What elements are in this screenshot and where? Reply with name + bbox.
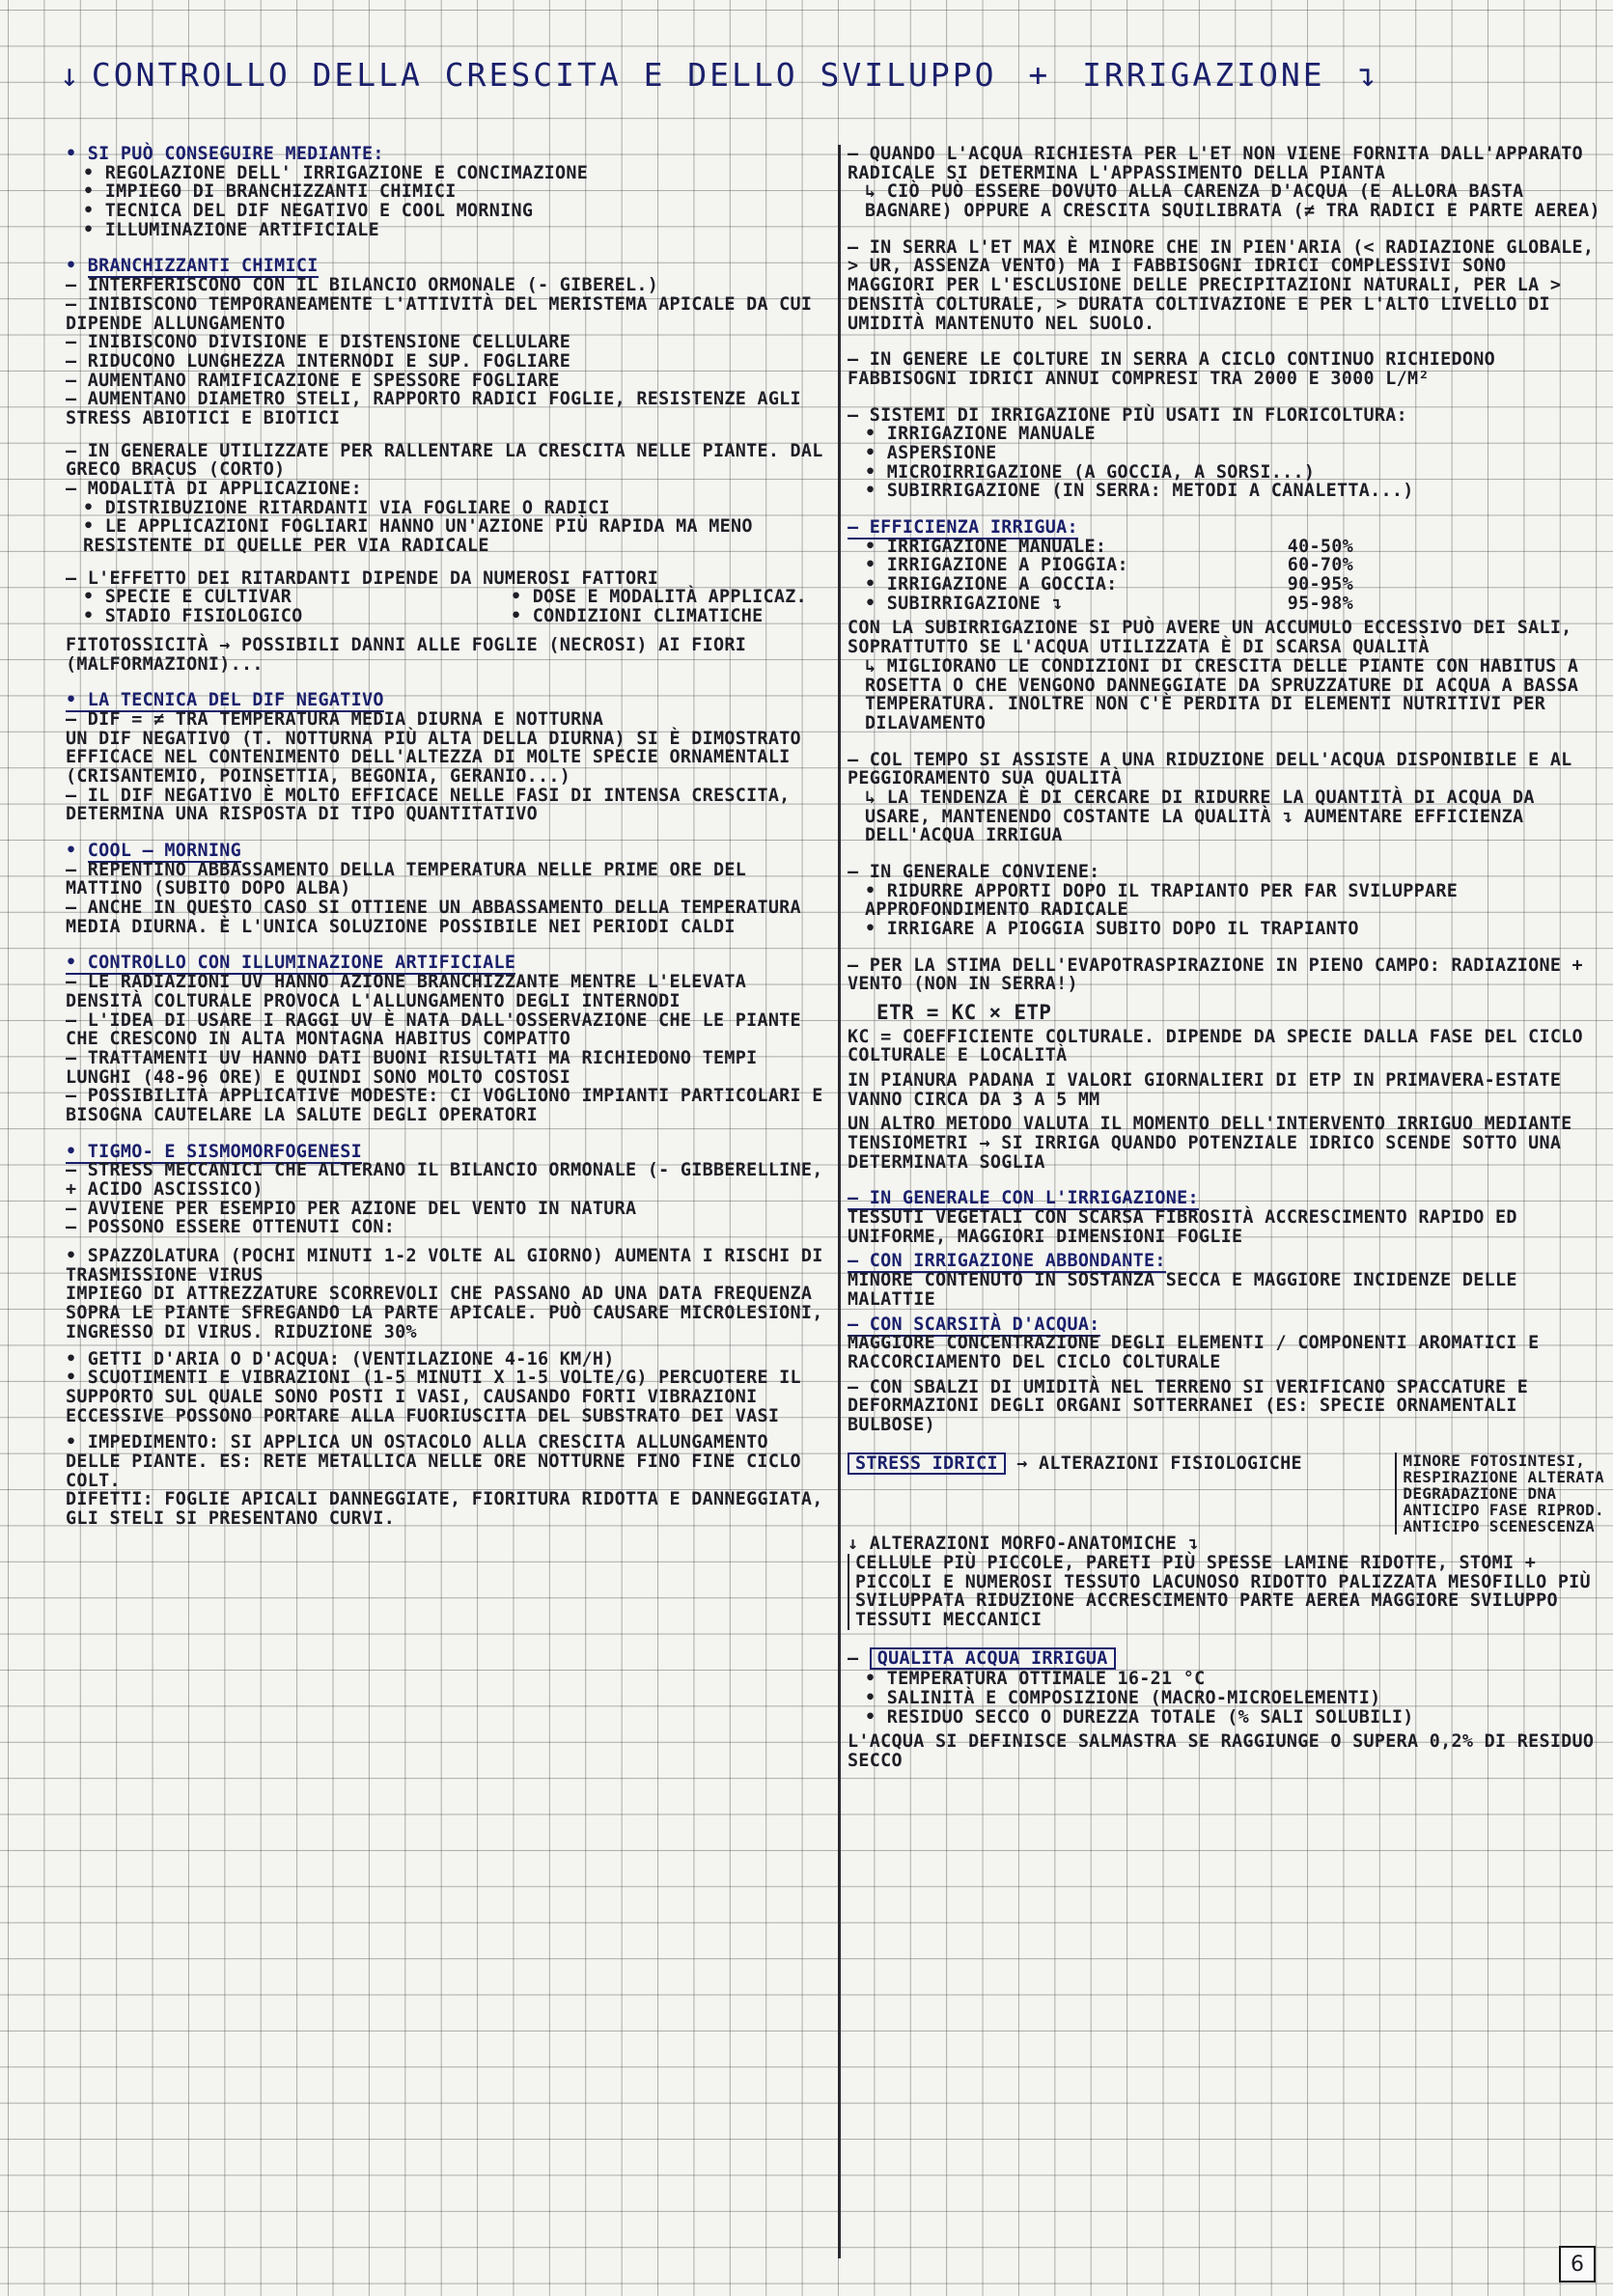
modes-item: • LE APPLICAZIONI FOGLIARI HANNO UN'AZIONE PIÙ RAPIDA MA MENO RESISTENTE DI QUELLE PER VIA RADICALE [83,516,765,557]
light-heading: • CONTROLLO CON ILLUMINAZIONE ARTIFICIALE [66,953,516,974]
stress-list-item: ANTICIPO SCENESCENZA [1403,1517,1596,1536]
page-title [50,56,1556,94]
branchizzanti-section [66,256,835,675]
branchizzanti-item: – INIBISCONO DIVISIONE E DISTENSIONE CELLULARE [66,332,571,353]
tigmo-item: – POSSONO ESSERE OTTENUTI CON: [66,1217,396,1238]
water-quality-item: • RESIDUO SECCO O DUREZZA TOTALE (% SALI SOLUBILI) [865,1706,1414,1728]
advice-section [848,863,1604,939]
intro-item: • IMPIEGO DI BRANCHIZZANTI CHIMICI [83,181,457,203]
efficiency-heading: – EFFICIENZA IRRIGUA: [848,517,1078,538]
effect-text: MINORE CONTENUTO IN SOSTANZA SECCA E MAGGIORE INCIDENZE DELLE MALATTIE [848,1270,1529,1310]
light-section [66,953,835,1125]
water-quality-item: • SALINITÀ E COMPOSIZIONE (MACRO-MICROELEMENTI) [865,1688,1381,1709]
morfo-heading: ↓ ALTERAZIONI MORFO-ANATOMICHE ↴ [848,1534,1199,1555]
system-item: • ASPERSIONE [865,442,997,463]
system-item: • IRRIGAZIONE MANUALE [865,424,1096,445]
intro-section [66,145,826,239]
right-column [848,145,1604,1788]
effect-text: – L'EFFETTO DEI RITARDANTI DIPENDE DA NUMEROSI FATTORI [66,567,659,589]
arrow-down-right-icon: ↴ [1356,56,1379,94]
stress-list-item: RESPIRAZIONE ALTERATA [1403,1467,1604,1486]
greenhouse-et-text: – IN SERRA L'ET MAX È MINORE CHE IN PIEN'ARIA (< RADIAZIONE GLOBALE, > UR, ASSENZA VENTO) MA I FABBISOGNI IDRICI COMPLESSIVI SONO MAGGIORI PER L'ESCLUSIONE DELLE PRECIPITAZIONI NATURALI, PER LA > DENSITÀ COLTURALE, > DURATA COLTIVAZIONE E PER L'ALTO LIVELLO DI UMIDITÀ MANTENUTO NEL SUOLO. [848,236,1605,334]
trend-detail: ↳ LA TENDENZA È DI CERCARE DI RIDURRE LA QUANTITÀ DI ACQUA DA USARE, MANTENENDO COSTANTE LA QUALITÀ ↴ AUMENTARE EFFICIENZA DELL'ACQUA IRRIGUA [865,787,1546,846]
scuotimenti-text: • SCUOTIMENTI E VIBRAZIONI (1-5 MINUTI X 1-5 VOLTE/G) PERCUOTERE IL SUPPORTO SUL QUALE SONO POSTI I VASI, CAUSANDO FORTI VIBRAZIONI ECCESSIVE POSSONO PORTARE ALLA FUORIUSCITA DEL SUBSTRATO DEI VASI [66,1368,813,1426]
modes-heading: – MODALITÀ DI APPLICAZIONE: [66,479,363,499]
systems-heading: – SISTEMI DI IRRIGAZIONE PIÙ USATI IN FLORICOLTURA: [848,404,1407,426]
stress-list-item: DEGRADAZIONE DNA [1403,1483,1557,1503]
branchizzanti-general: – IN GENERALE UTILIZZATE PER RALLENTARE LA CRESCITA NELLE PIANTE. DAL GRECO BRACUS (CORTO) [66,440,835,481]
intro-item: • ILLUMINAZIONE ARTIFICIALE [83,219,380,240]
impedimento-text: • IMPEDIMENTO: SI APPLICA UN OSTACOLO ALLA CRESCITA ALLUNGAMENTO DELLE PIANTE. ES: RETE METALLICA NELLE ORE NOTTURNE FINO FINE CICLO COLT. [66,1432,813,1491]
subirrigation-note: CON LA SUBIRRIGAZIONE SI PUÒ AVERE UN ACCUMULO ECCESSIVO DEI SALI, SOPRATTUTTO SE L'ACQUA UTILIZZATA È DI SCARSA QUALITÀ [848,618,1583,658]
system-item: • SUBIRRIGAZIONE (IN SERRA: METODI A CANALETTA...) [865,481,1414,502]
wilting-text: – QUANDO L'ACQUA RICHIESTA PER L'ET NON VIENE FORNITA DALL'APPARATO RADICALE SI DETERMINA L'APPASSIMENTO DELLA PIANTA [848,144,1595,183]
water-quality-section: – QUALITÀ ACQUA IRRIGUA • TEMPERATURA OTTIMALE 16-21 °C • SALINITÀ E COMPOSIZIONE (MACRO-MICROELEMENTI) • RESIDUO SECCO O DUREZZA TOTALE (% SALI SOLUBILI) L'ACQUA SI DEFINISCE SALMASTRA SE RAGGIUNGE O SUPERA 0,2% DI RESIDUO SECCO [848,1647,1605,1772]
stress-section [848,1452,1604,1630]
water-quality-trend-section [848,751,1604,845]
trend-text: – COL TEMPO SI ASSISTE A UNA RIDUZIONE DELL'ACQUA DISPONIBILE E AL PEGGIORAMENTO SUA QUALITÀ [848,749,1583,789]
humidity-text: – CON SBALZI DI UMIDITÀ NEL TERRENO SI VERIFICANO SPACCATURE E DEFORMAZIONI DEGLI ORGANI SOTTERRANEI (ES: SPECIE ORNAMENTALI BULBOSE) [848,1376,1540,1435]
efficiency-section [848,518,1604,733]
wilting-section [848,145,1604,221]
evapotranspiration-section [848,956,1604,1173]
et-formula: ETR = KC × ETP [876,1001,1052,1025]
tigmo-heading: • TIGMO- E SISMOMORFOGENESI [66,1141,363,1162]
stress-list-item: ANTICIPO FASE RIPROD. [1403,1500,1604,1519]
water-needs-section [848,350,1604,388]
efficiency-row: • IRRIGAZIONE A PIOGGIA: 60-70% [865,555,1353,576]
difetti-text: DIFETTI: FOGLIE APICALI DANNEGGIATE, FIORITURA RIDOTTA E DANNEGGIATA, GLI STELI SI PRESENTANO CURVI. [66,1489,835,1529]
efficiency-row: • SUBIRRIGAZIONE ↴ 95-98% [865,593,1353,614]
dif-heading: • LA TECNICA DEL DIF NEGATIVO [66,690,384,711]
advice-item: • IRRIGARE A PIOGGIA SUBITO DOPO IL TRAPIANTO [865,919,1359,940]
title-topic: IRRIGAZIONE [1082,56,1325,94]
dif-section [66,691,826,824]
tigmo-item: – AVVIENE PER ESEMPIO PER AZIONE DEL VENTO IN NATURA [66,1198,637,1219]
factor-item: • CONDIZIONI CLIMATICHE [510,606,764,627]
et-text: – PER LA STIMA DELL'EVAPOTRASPIRAZIONE IN PIENO CAMPO: RADIAZIONE + VENTO (NON IN SERRA!) [848,954,1595,995]
branchizzanti-item: – INIBISCONO TEMPORANEAMENTE L'ATTIVITÀ DEL MERISTEMA APICALE DA CUI DIPENDE ALLUNGAMENTO [66,293,823,334]
branchizzanti-heading: • BRANCHIZZANTI CHIMICI [66,256,319,277]
light-item: – LE RADIAZIONI UV HANNO AZIONE BRANCHIZZANTE MENTRE L'ELEVATA DENSITÀ COLTURALE PROVOCA L'ALLUNGAMENTO DEGLI INTERNODI [66,972,758,1011]
intro-item: • TECNICA DEL DIF NEGATIVO E COOL MORNING [83,201,534,222]
effects-section [848,1189,1604,1434]
light-item: – L'IDEA DI USARE I RAGGI UV È NATA DALL'OSSERVAZIONE CHE LE PIANTE CHE CRESCONO IN ALTA MONTAGNA HABITUS COMPATTO [66,1010,813,1050]
stress-list [1395,1452,1604,1535]
light-item: – POSSIBILITÀ APPLICATIVE MODESTE: CI VOGLIONO IMPIANTI PARTICOLARI E BISOGNA CAUTELARE LA SALUTE DEGLI OPERATORI [66,1086,835,1125]
page-number: 6 [1559,2246,1596,2282]
dif-item: – DIF = ≠ TRA TEMPERATURA MEDIA DIURNA E NOTTURNA [66,708,604,730]
light-item: – TRATTAMENTI UV HANNO DATI BUONI RISULTATI MA RICHIEDONO TEMPI LUNGHI (48-96 ORE) E QUINDI SONO MOLTO COSTOSI [66,1047,768,1088]
systems-section [848,406,1604,501]
brackish-water-text: L'ACQUA SI DEFINISCE SALMASTRA SE RAGGIUNGE O SUPERA 0,2% DI RESIDUO SECCO [848,1731,1605,1772]
water-needs-text: – IN GENERE LE COLTURE IN SERRA A CICLO CONTINUO RICHIEDONO FABBISOGNI IDRICI ANNUI COMPRESI TRA 2000 E 3000 L/M² [848,349,1507,389]
getti-text: • GETTI D'ARIA O D'ACQUA: (VENTILAZIONE 4-16 KM/H) [66,1348,615,1369]
water-quality-item: • TEMPERATURA OTTIMALE 16-21 °C [865,1669,1206,1690]
arrow-down-left-icon: ↓ [60,56,82,94]
left-column [66,144,835,1546]
stress-list-item: MINORE FOTOSINTESI, [1403,1451,1586,1470]
greenhouse-et-section [848,238,1604,333]
cool-morning-heading: • COOL – MORNING [66,841,241,861]
etp-text: IN PIANURA PADANA I VALORI GIORNALIERI DI ETP IN PRIMAVERA-ESTATE VANNO CIRCA DA 3 A 5 MM [848,1069,1572,1110]
stress-box: STRESS IDRICI [848,1452,1006,1476]
advice-item: • RIDURRE APPORTI DOPO IL TRAPIANTO PER FAR SVILUPPARE APPROFONDIMENTO RADICALE [865,880,1469,921]
factor-item: • STADIO FISIOLOGICO [83,606,303,627]
water-quality-heading: QUALITÀ ACQUA IRRIGUA [870,1647,1116,1671]
effect-text: MAGGIORE CONCENTRAZIONE DEGLI ELEMENTI / COMPONENTI AROMATICI E RACCORCIAMENTO DEL CICLO COLTURALE [848,1333,1550,1372]
effect-text: TESSUTI VEGETALI CON SCARSA FIBROSITÀ ACCRESCIMENTO RAPIDO ED UNIFORME, MAGGIORI DIMENSIONI FOGLIE [848,1207,1529,1247]
kc-text: KC = COEFFICIENTE COLTURALE. DIPENDE DA SPECIE DALLA FASE DEL CICLO COLTURALE E LOCALITÀ [848,1026,1595,1066]
wilting-cause: ↳ CIÒ PUÒ ESSERE DOVUTO ALLA CARENZA D'ACQUA (E ALLORA BASTA BAGNARE) OPPURE A CRESCITA SQUILIBRATA (≠ TRA RADICI E PARTE AEREA) [865,181,1600,222]
tigmo-section [66,1141,835,1529]
cool-morning-item: – ANCHE IN QUESTO CASO SI OTTIENE UN ABBASSAMENTO DELLA TEMPERATURA MEDIA DIURNA. È L'UNICA SOLUZIONE POSSIBILE NEI PERIODI CALDI [66,898,813,937]
spazzolatura-text: • SPAZZOLATURA (POCHI MINUTI 1-2 VOLTE AL GIORNO) AUMENTA I RISCHI DI TRASMISSIONE VIRUS [66,1246,835,1286]
branchizzanti-item: – INTERFERISCONO CON IL BILANCIO ORMONALE (- GIBEREL.) [66,275,659,296]
effect-heading: – CON IRRIGAZIONE ABBONDANTE: [848,1251,1166,1272]
morfo-text: CELLULE PIÙ PICCOLE, PARETI PIÙ SPESSE LAMINE RIDOTTE, STOMI + PICCOLI E NUMEROSI TESSUTO LACUNOSO RIDOTTO PALIZZATA MESOFILLO PIÙ SVILUPPATA RIDUZIONE ACCRESCIMENTO PARTE AEREA MAGGIORE SVILUPPO TESSUTI MECCANICI [848,1554,1604,1630]
efficiency-row: • IRRIGAZIONE MANUALE: 40-50% [865,536,1353,557]
effect-heading: – CON SCARSITÀ D'ACQUA: [848,1314,1100,1335]
cool-morning-item: – REPENTINO ABBASSAMENTO DELLA TEMPERATURA NELLE PRIME ORE DEL MATTINO (SUBITO DOPO ALBA) [66,859,758,899]
branchizzanti-item: – RIDUCONO LUNGHEZZA INTERNODI E SUP. FOGLIARE [66,350,571,372]
factor-item: • SPECIE E CULTIVAR [83,587,292,608]
title-main: CONTROLLO DELLA CRESCITA E DELLO SVILUPPO [91,56,997,94]
intro-item: • REGOLAZIONE DELL' IRRIGAZIONE E CONCIMAZIONE [83,162,589,183]
branchizzanti-item: – AUMENTANO RAMIFICAZIONE E SPESSORE FOGLIARE [66,370,560,391]
modes-item: • DISTRIBUZIONE RITARDANTI VIA FOGLIARE O RADICI [83,497,610,518]
cool-morning-section [66,842,826,936]
subirrigation-benefit: ↳ MIGLIORANO LE CONDIZIONI DI CRESCITA DELLE PIANTE CON HABITUS A ROSETTA O CHE VENGONO DANNEGGIATE DA SPRUZZATURE DI ACQUA A BASSA TEMPERATURA. INOLTRE NON C'È PERDITA DI ELEMENTI NUTRITIVI PER DILAVAMENTO [865,655,1590,733]
effect-heading: – IN GENERALE CON L'IRRIGAZIONE: [848,1188,1199,1209]
branchizzanti-item: – AUMENTANO DIAMETRO STELI, RAPPORTO RADICI FOGLIE, RESISTENZE AGLI STRESS ABIOTICI E BIOTICI [66,389,813,429]
factor-item: • DOSE E MODALITÀ APPLICAZ. [510,587,807,608]
efficiency-row: • IRRIGAZIONE A GOCCIA: 90-95% [865,574,1353,595]
column-divider [838,145,841,2258]
fitotossicita-text: FITOTOSSICITÀ → POSSIBILI DANNI ALLE FOGLIE (NECROSI) AI FIORI (MALFORMAZIONI)... [66,634,758,675]
dif-item: – IL DIF NEGATIVO È MOLTO EFFICACE NELLE FASI DI INTENSA CRESCITA, DETERMINA UNA RISPOSTA DI TIPO QUANTITATIVO [66,785,801,825]
factors-grid [66,588,826,625]
dif-item: UN DIF NEGATIVO (T. NOTTURNA PIÙ ALTA DELLA DIURNA) SI È DIMOSTRATO EFFICACE NEL CONTENIMENTO DELL'ALTEZZA DI MOLTE SPECIE ORNAMENTALI (CRISANTEMIO, POINSETTIA, BEGONIA, GERANIO...) [66,728,813,787]
tensiometer-text: UN ALTRO METODO VALUTA IL MOMENTO DELL'INTERVENTO IRRIGUO MEDIANTE TENSIOMETRI → SI IRRIGA QUANDO POTENZIALE IDRICO SCENDE SOTTO UNA DETERMINATA SOGLIA [848,1114,1583,1173]
system-item: • MICROIRRIGAZIONE (A GOCCIA, A SORSI...) [865,461,1316,483]
tigmo-item: – STRESS MECCANICI CHE ALTERANO IL BILANCIO ORMONALE (- GIBBERELLINE, + ACIDO ASCISSICO) [66,1160,835,1200]
intro-heading: • SI PUÒ CONSEGUIRE MEDIANTE: [66,144,384,164]
stress-arrow-text: → ALTERAZIONI FISIOLOGICHE [1016,1452,1302,1474]
advice-heading: – IN GENERALE CONVIENE: [848,862,1100,882]
title-separator: + [1028,56,1051,94]
spazzolatura-desc: IMPIEGO DI ATTREZZATURE SCORREVOLI CHE PASSANO AD UNA DATA FREQUENZA SOPRA LE PIANTE SFREGANDO LA PARTE APICALE. PUÒ CAUSARE MICROLESIONI, INGRESSO DI VIRUS. RIDUZIONE 30% [66,1284,835,1342]
